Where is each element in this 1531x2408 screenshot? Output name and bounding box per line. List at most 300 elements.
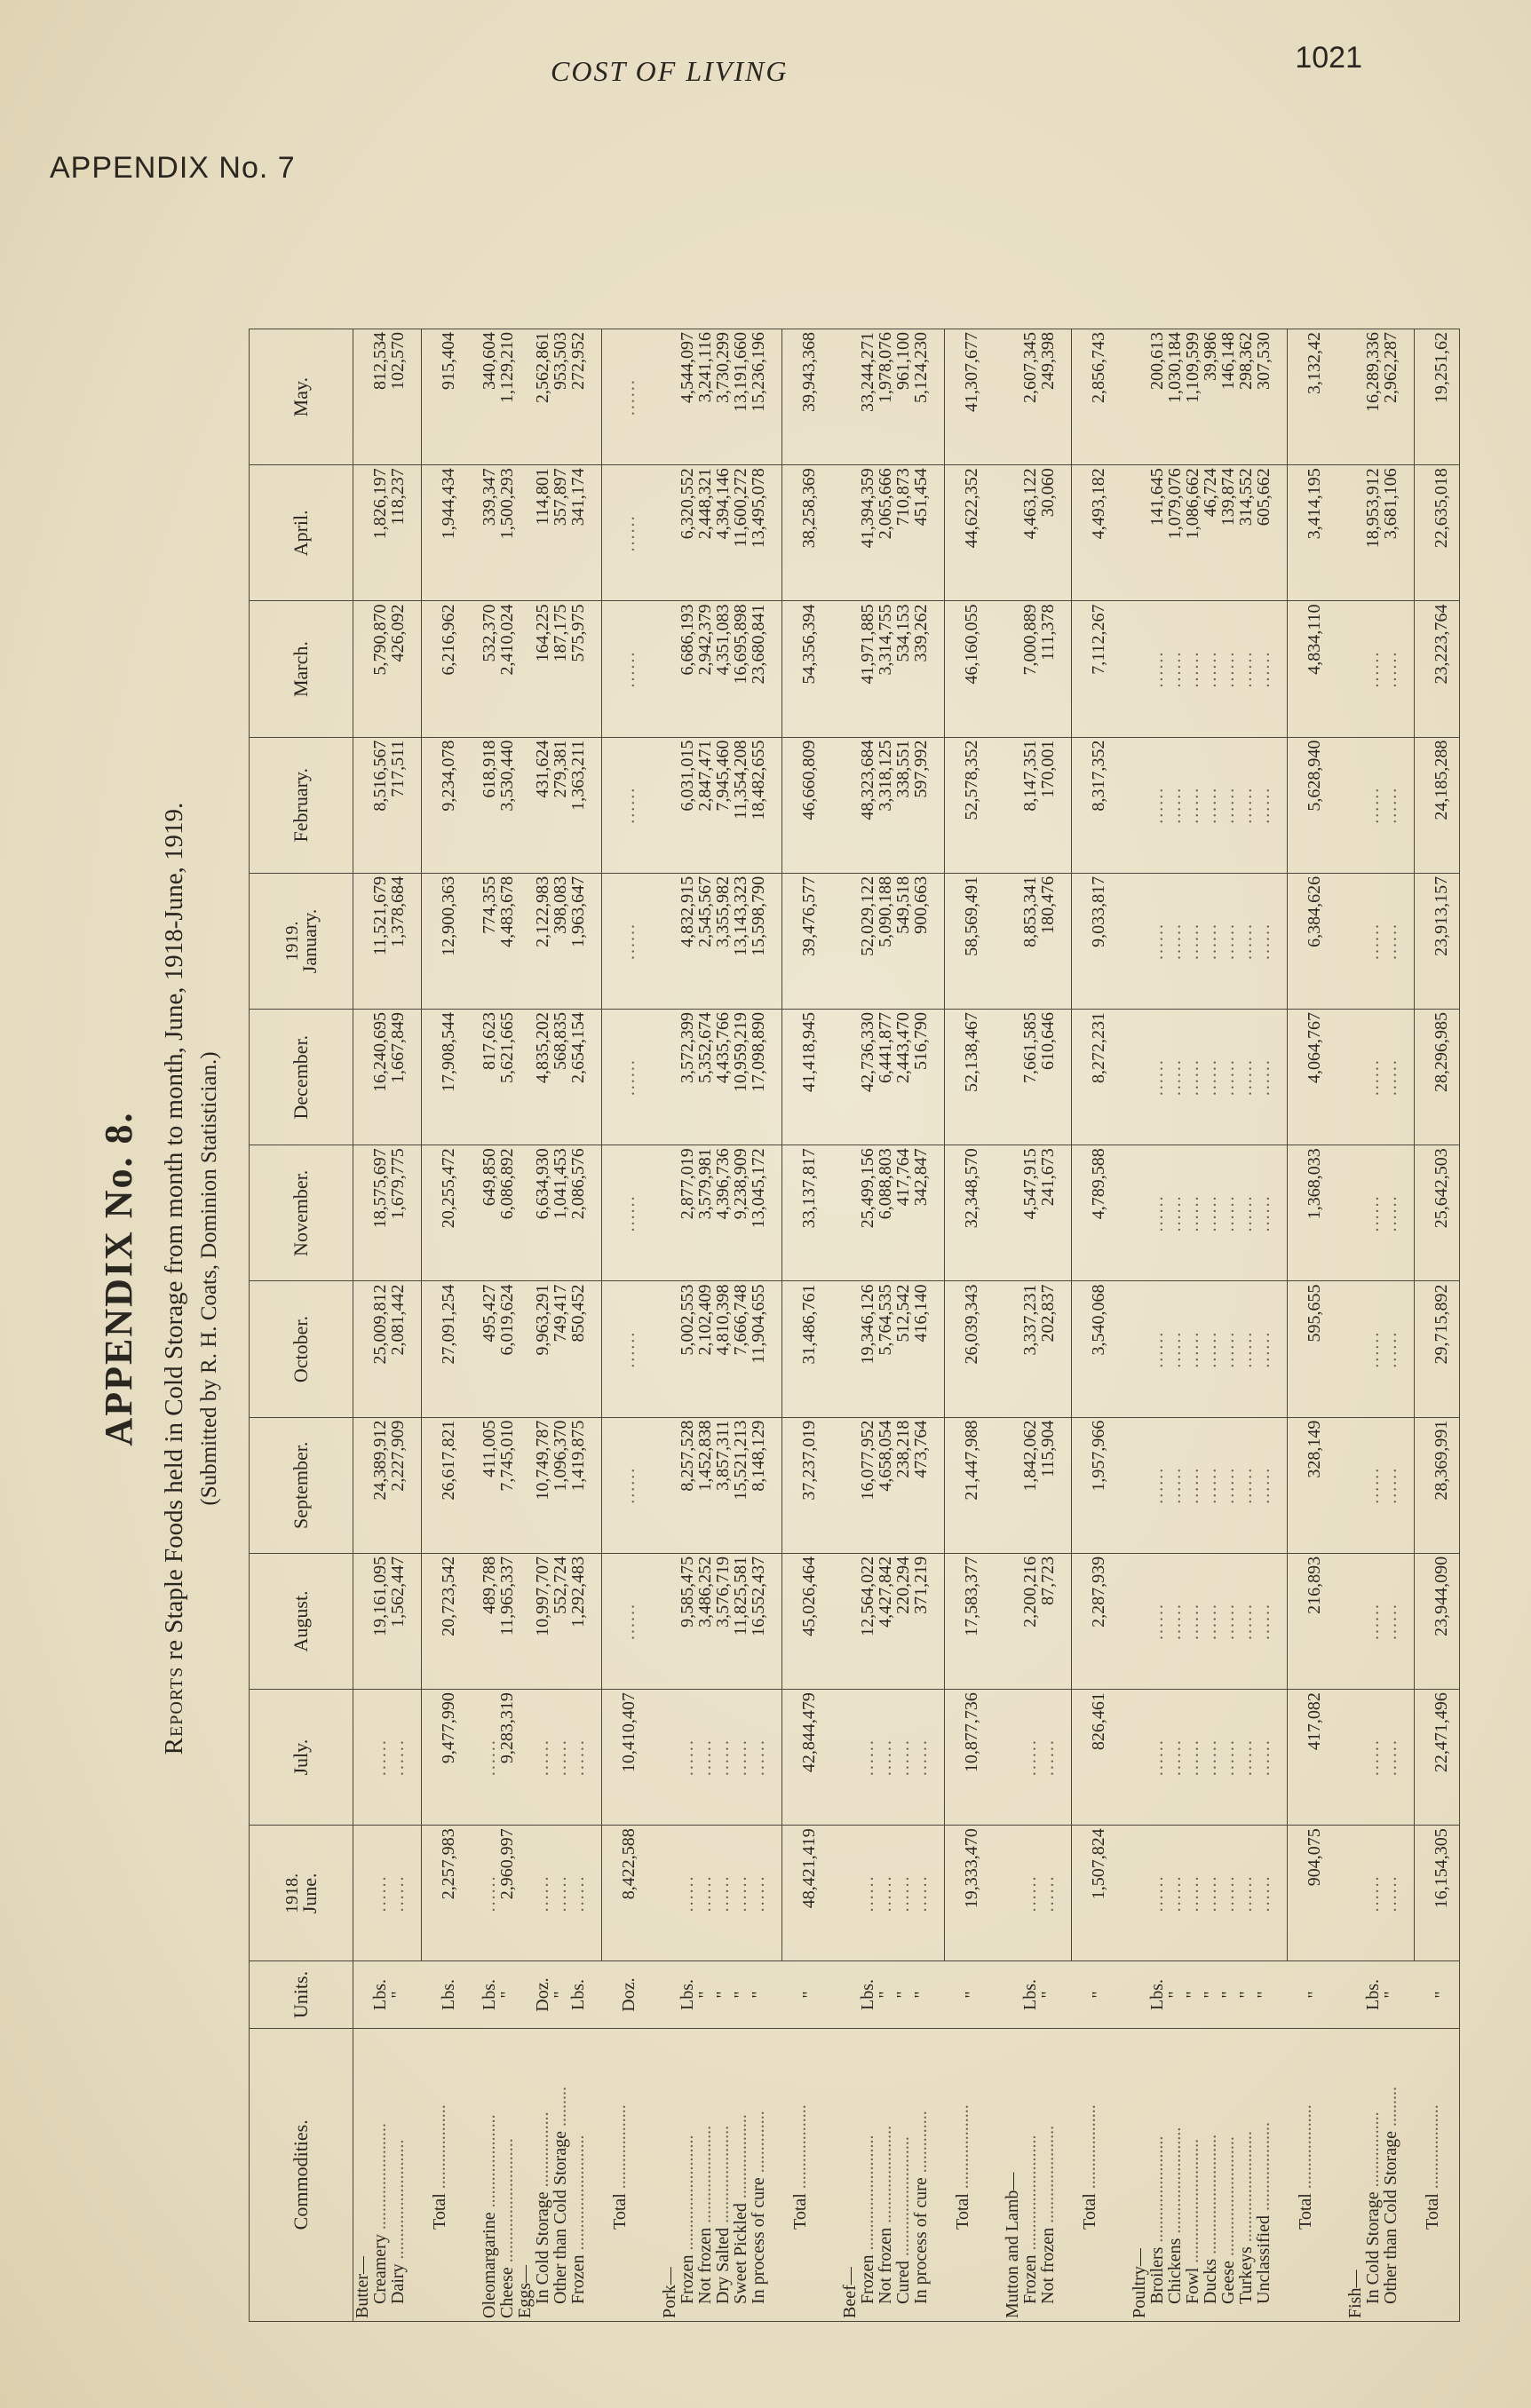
- leader-dots: ...........................: [1201, 2134, 1220, 2259]
- value-cell: 146,148: [1219, 329, 1237, 465]
- spacer-cell: [647, 2028, 661, 2321]
- spacer-cell: [587, 1010, 602, 1145]
- value-cell: 2,877,019: [678, 1145, 696, 1281]
- value-cell: [1346, 601, 1364, 737]
- commodity-label: Beef—: [840, 2267, 860, 2318]
- value-cell: 4,394,146: [714, 465, 732, 601]
- value-cell: 58,569,491: [945, 873, 990, 1009]
- total-row: [945, 329, 990, 2322]
- commodity-label: Oleomargarine: [480, 2212, 499, 2318]
- unit-cell: Lbs.: [859, 1961, 877, 2028]
- commodity-cell: [714, 2028, 732, 2321]
- spacer-cell: [647, 1417, 661, 1553]
- value-cell: 44,622,352: [945, 465, 990, 601]
- value-cell: 953,503: [551, 329, 569, 465]
- leader-dots: ............................: [497, 2138, 517, 2268]
- value-cell: 411,005: [480, 1417, 498, 1553]
- page-number: 1021: [1295, 41, 1362, 75]
- table-subtitle: [160, 213, 189, 2344]
- spacer-cell: [767, 1281, 782, 1417]
- value-cell: [353, 737, 372, 873]
- value-cell: ......: [1148, 1826, 1166, 1961]
- value-cell: 1,292,483: [569, 1553, 587, 1689]
- value-cell: [1346, 737, 1364, 873]
- spacer-cell: [407, 329, 422, 465]
- spacer-cell: [827, 329, 841, 465]
- commodity-label: Fish—: [1345, 2269, 1365, 2318]
- value-cell: ......: [877, 1826, 894, 1961]
- value-cell: 1,963,647: [569, 873, 587, 1009]
- commodity-label: In process of cure: [911, 2177, 931, 2304]
- commodity-cell: [498, 2028, 516, 2321]
- table-row: [877, 329, 894, 2322]
- value-cell: ......: [1148, 601, 1166, 737]
- value-cell: 15,598,790: [750, 873, 767, 1009]
- value-cell: 339,262: [912, 601, 930, 737]
- value-cell: ......: [1364, 1417, 1382, 1553]
- spacer-cell: [989, 1961, 1003, 2028]
- value-cell: ......: [1255, 601, 1273, 737]
- value-cell: 357,897: [551, 465, 569, 601]
- value-cell: 339,347: [480, 465, 498, 601]
- spacer-cell: [930, 1690, 945, 1826]
- value-cell: 6,086,892: [498, 1145, 516, 1281]
- value-cell: 2,562,861: [534, 329, 551, 465]
- spacer-cell: [1273, 1145, 1288, 1281]
- spacer-cell: [989, 1417, 1003, 1553]
- value-cell: [1003, 1553, 1021, 1689]
- spacer-cell: [466, 465, 480, 601]
- value-cell: 340,604: [480, 329, 498, 465]
- value-cell: ......: [371, 1826, 389, 1961]
- table-row: [1364, 329, 1382, 2322]
- value-cell: [353, 465, 372, 601]
- value-cell: 817,623: [480, 1010, 498, 1145]
- value-cell: 2,081,442: [389, 1281, 407, 1417]
- leader-dots: ...................: [952, 2104, 972, 2194]
- unit-cell: ": [389, 1961, 407, 2028]
- unit-cell: ": [732, 1961, 750, 2028]
- spacer-cell: [1057, 1553, 1072, 1689]
- spacer-cell: [989, 1690, 1003, 1826]
- value-cell: 279,381: [551, 737, 569, 873]
- value-cell: 568,835: [551, 1010, 569, 1145]
- value-cell: 1,944,434: [422, 465, 467, 601]
- value-cell: ......: [1184, 873, 1202, 1009]
- spacer-cell: [1273, 1010, 1288, 1145]
- spacer-cell: [767, 1010, 782, 1145]
- value-cell: 17,098,890: [750, 1010, 767, 1145]
- commodity-cell: [422, 2028, 467, 2321]
- spacer-row: [930, 329, 945, 2322]
- value-cell: [353, 1826, 372, 1961]
- value-cell: [1003, 1010, 1021, 1145]
- commodity-label: Chickens: [1165, 2238, 1185, 2304]
- value-cell: ......: [1255, 1281, 1273, 1417]
- value-cell: 6,088,803: [877, 1145, 894, 1281]
- commodity-label: Mutton and Lamb—: [1003, 2172, 1022, 2318]
- value-cell: 23,913,157: [1415, 873, 1460, 1009]
- value-cell: 1,079,076: [1166, 465, 1184, 601]
- commodity-label: Poultry—: [1130, 2248, 1149, 2318]
- leader-dots: ....................: [1254, 2122, 1273, 2216]
- spacer-cell: [1057, 329, 1072, 465]
- table-row: [498, 329, 516, 2322]
- table-row: [480, 329, 498, 2322]
- month-name: November.: [290, 1169, 312, 1256]
- value-cell: 2,200,216: [1021, 1553, 1039, 1689]
- value-cell: 11,521,679: [371, 873, 389, 1009]
- value-cell: 1,826,197: [371, 465, 389, 601]
- commodity-label: Unclassified: [1254, 2215, 1273, 2304]
- spacer-cell: [827, 1417, 841, 1553]
- value-cell: 961,100: [894, 329, 912, 465]
- value-cell: 4,351,083: [714, 601, 732, 737]
- total-row: [1072, 329, 1117, 2322]
- value-cell: 2,942,379: [696, 601, 714, 737]
- leader-dots: ..........................: [858, 2135, 877, 2255]
- spacer-cell: [1273, 2028, 1288, 2321]
- month-name: February.: [290, 768, 312, 843]
- spacer-cell: [466, 1010, 480, 1145]
- spacer-cell: [1332, 329, 1346, 465]
- value-cell: 42,736,330: [859, 1010, 877, 1145]
- leader-dots: ...................: [1422, 2104, 1442, 2194]
- spacer-row: [466, 329, 480, 2322]
- commodity-cell: [912, 2028, 930, 2321]
- spacer-cell: [1057, 1281, 1072, 1417]
- value-cell: ......: [750, 1690, 767, 1826]
- value-cell: 170,001: [1039, 737, 1057, 873]
- value-cell: 5,621,665: [498, 1010, 516, 1145]
- spacer-cell: [587, 465, 602, 601]
- value-cell: 13,045,172: [750, 1145, 767, 1281]
- value-cell: [516, 737, 534, 873]
- unit-cell: ": [1219, 1961, 1237, 2028]
- value-cell: ......: [1364, 1010, 1382, 1145]
- value-cell: ......: [1382, 1690, 1400, 1826]
- spacer-cell: [647, 1690, 661, 1826]
- table-row: [1003, 329, 1021, 2322]
- spacer-cell: [647, 873, 661, 1009]
- month-name: July.: [290, 1739, 312, 1776]
- value-cell: ......: [1166, 1690, 1184, 1826]
- value-cell: 164,225: [534, 601, 551, 737]
- value-cell: [661, 329, 678, 465]
- spacer-cell: [1116, 1010, 1130, 1145]
- value-cell: 17,583,377: [945, 1553, 990, 1689]
- spacer-cell: [1057, 873, 1072, 1009]
- value-cell: [1003, 329, 1021, 465]
- commodity-label: Fowl: [1183, 2267, 1202, 2304]
- value-cell: 42,844,479: [782, 1690, 828, 1826]
- value-cell: 9,477,990: [422, 1690, 467, 1826]
- spacer-cell: [587, 1690, 602, 1826]
- value-cell: 495,427: [480, 1281, 498, 1417]
- cold-storage-table: [249, 329, 1460, 2322]
- value-cell: 216,893: [1288, 1553, 1333, 1689]
- spacer-cell: [407, 1961, 422, 2028]
- value-cell: 8,272,231: [1072, 1010, 1117, 1145]
- leader-dots: ......................: [876, 2125, 895, 2228]
- value-cell: 850,452: [569, 1281, 587, 1417]
- value-cell: [353, 873, 372, 1009]
- value-cell: 7,666,748: [732, 1281, 750, 1417]
- commodity-cell: [602, 2028, 647, 2321]
- spacer-cell: [930, 873, 945, 1009]
- value-cell: 10,749,787: [534, 1417, 551, 1553]
- value-cell: ......: [569, 1826, 587, 1961]
- value-cell: 15,521,213: [732, 1417, 750, 1553]
- value-cell: [841, 1281, 859, 1417]
- spacer-cell: [1332, 1145, 1346, 1281]
- total-row: [782, 329, 828, 2322]
- value-cell: [516, 1553, 534, 1689]
- value-cell: 30,060: [1039, 465, 1057, 601]
- commodity-cell: [1382, 2028, 1400, 2321]
- spacer-cell: [1273, 1281, 1288, 1417]
- value-cell: 812,534: [371, 329, 389, 465]
- spacer-cell: [1057, 1417, 1072, 1553]
- value-cell: 10,410,407: [602, 1690, 647, 1826]
- value-cell: ......: [1364, 737, 1382, 873]
- table-row: [859, 329, 877, 2322]
- commodity-label: Frozen: [568, 2254, 588, 2304]
- spacer-cell: [930, 737, 945, 873]
- leader-dots: ...................: [789, 2104, 810, 2194]
- value-cell: 534,153: [894, 601, 912, 737]
- value-cell: ......: [1219, 1417, 1237, 1553]
- value-cell: 3,132,42: [1288, 329, 1333, 465]
- value-cell: 25,642,503: [1415, 1145, 1460, 1281]
- value-cell: ......: [1148, 1553, 1166, 1689]
- value-cell: ......: [1184, 1690, 1202, 1826]
- value-cell: ......: [1237, 601, 1255, 737]
- value-cell: [516, 873, 534, 1009]
- value-cell: ......: [912, 1826, 930, 1961]
- table-row: [371, 329, 389, 2322]
- value-cell: [1130, 1281, 1148, 1417]
- value-cell: 1,363,211: [569, 737, 587, 873]
- commodity-label: Not frozen: [1038, 2227, 1058, 2304]
- value-cell: ......: [1237, 873, 1255, 1009]
- spacer-cell: [466, 1826, 480, 1961]
- commodity-cell: [1021, 2028, 1039, 2321]
- spacer-cell: [1332, 1417, 1346, 1553]
- value-cell: [353, 1417, 372, 1553]
- commodity-cell: [534, 2028, 551, 2321]
- commodity-cell: [389, 2028, 407, 2321]
- value-cell: 24,389,912: [371, 1417, 389, 1553]
- value-cell: 8,516,567: [371, 737, 389, 873]
- value-cell: ......: [732, 1690, 750, 1826]
- commodity-cell: [1148, 2028, 1166, 2321]
- spacer-cell: [1116, 329, 1130, 465]
- leader-dots: ..............: [749, 2111, 768, 2178]
- commodity-label: Total: [789, 2193, 810, 2230]
- spacer-cell: [587, 1145, 602, 1281]
- value-cell: ......: [1166, 1145, 1184, 1281]
- value-cell: 22,635,018: [1415, 465, 1460, 601]
- value-cell: ......: [1202, 873, 1219, 1009]
- value-cell: ......: [602, 601, 647, 737]
- unit-cell: ": [1072, 1961, 1117, 2028]
- value-cell: 118,237: [389, 465, 407, 601]
- spacer-cell: [1116, 601, 1130, 737]
- value-cell: 272,952: [569, 329, 587, 465]
- rotated-content: [89, 213, 1451, 2344]
- month-header: [250, 329, 353, 465]
- value-cell: [841, 329, 859, 465]
- value-cell: [1346, 873, 1364, 1009]
- value-cell: ......: [480, 1826, 498, 1961]
- value-cell: 20,255,472: [422, 1145, 467, 1281]
- value-cell: [661, 1281, 678, 1417]
- value-cell: ......: [1166, 1826, 1184, 1961]
- table-row: [551, 329, 569, 2322]
- value-cell: 19,161,095: [371, 1553, 389, 1689]
- value-cell: [1130, 1417, 1148, 1553]
- value-cell: ......: [1255, 1826, 1273, 1961]
- value-cell: 417,764: [894, 1145, 912, 1281]
- spacer-cell: [1400, 329, 1415, 465]
- spacer-cell: [827, 1010, 841, 1145]
- spacer-cell: [1273, 1553, 1288, 1689]
- value-cell: ......: [602, 1010, 647, 1145]
- value-cell: ......: [480, 1690, 498, 1826]
- value-cell: ......: [1237, 1826, 1255, 1961]
- commodity-label: Cured: [893, 2261, 913, 2304]
- value-cell: [661, 1690, 678, 1826]
- value-cell: 17,908,544: [422, 1010, 467, 1145]
- month-header: [250, 1553, 353, 1689]
- subtitle-prefix: Reports: [160, 1666, 188, 1755]
- value-cell: 4,835,202: [534, 1010, 551, 1145]
- total-row: [1415, 329, 1460, 2322]
- value-cell: 8,422,588: [602, 1826, 647, 1961]
- value-cell: 6,634,930: [534, 1145, 551, 1281]
- value-cell: [516, 329, 534, 465]
- value-cell: ......: [371, 1690, 389, 1826]
- spacer-row: [1116, 329, 1130, 2322]
- value-cell: 6,441,877: [877, 1010, 894, 1145]
- value-cell: [353, 601, 372, 737]
- commodity-cell: [1072, 2028, 1117, 2321]
- value-cell: ......: [602, 1553, 647, 1689]
- table-row: [1382, 329, 1400, 2322]
- spacer-cell: [647, 1961, 661, 2028]
- value-cell: 2,122,983: [534, 873, 551, 1009]
- value-cell: 7,000,889: [1021, 601, 1039, 737]
- value-cell: 6,019,624: [498, 1281, 516, 1417]
- spacer-row: [407, 329, 422, 2322]
- table-row: [661, 329, 678, 2322]
- spacer-cell: [767, 1826, 782, 1961]
- value-cell: ......: [1184, 1010, 1202, 1145]
- value-cell: ......: [1237, 1553, 1255, 1689]
- spacer-cell: [647, 1281, 661, 1417]
- value-cell: 398,083: [551, 873, 569, 1009]
- month-header: [250, 1826, 353, 1961]
- spacer-cell: [827, 601, 841, 737]
- value-cell: [1130, 1010, 1148, 1145]
- spacer-cell: [466, 737, 480, 873]
- value-cell: 1,562,447: [389, 1553, 407, 1689]
- value-cell: [516, 1826, 534, 1961]
- value-cell: [841, 1690, 859, 1826]
- commodity-label: Pork—: [660, 2267, 679, 2318]
- spacer-cell: [930, 1553, 945, 1689]
- commodities-header: Commodities.: [250, 2028, 353, 2321]
- value-cell: ......: [1148, 1010, 1166, 1145]
- spacer-cell: [587, 1961, 602, 2028]
- value-cell: ......: [1148, 873, 1166, 1009]
- commodity-cell: [1130, 2028, 1148, 2321]
- value-cell: 6,031,015: [678, 737, 696, 873]
- value-cell: 2,545,567: [696, 873, 714, 1009]
- value-cell: ......: [1382, 1281, 1400, 1417]
- value-cell: 2,654,154: [569, 1010, 587, 1145]
- value-cell: 111,378: [1039, 601, 1057, 737]
- value-cell: 597,992: [912, 737, 930, 873]
- value-cell: 3,540,068: [1072, 1281, 1117, 1417]
- spacer-cell: [827, 737, 841, 873]
- value-cell: [1130, 601, 1148, 737]
- spacer-cell: [1057, 1826, 1072, 1961]
- spacer-cell: [1332, 601, 1346, 737]
- value-cell: 102,570: [389, 329, 407, 465]
- value-cell: [1130, 1690, 1148, 1826]
- spacer-cell: [1116, 1417, 1130, 1553]
- value-cell: ......: [714, 1826, 732, 1961]
- spacer-cell: [827, 1961, 841, 2028]
- value-cell: 11,354,208: [732, 737, 750, 873]
- unit-cell: ": [782, 1961, 828, 2028]
- spacer-cell: [407, 601, 422, 737]
- spacer-cell: [1400, 1826, 1415, 1961]
- spacer-cell: [1057, 1010, 1072, 1145]
- table-row: [1255, 329, 1273, 2322]
- value-cell: ......: [1202, 1281, 1219, 1417]
- commodity-cell: [1219, 2028, 1237, 2321]
- spacer-cell: [1273, 737, 1288, 873]
- value-cell: 52,029,122: [859, 873, 877, 1009]
- value-cell: 87,723: [1039, 1553, 1057, 1689]
- value-cell: 4,544,097: [678, 329, 696, 465]
- commodity-cell: [678, 2028, 696, 2321]
- unit-cell: ": [945, 1961, 990, 2028]
- value-cell: 605,662: [1255, 465, 1273, 601]
- leader-dots: .........................: [1236, 2131, 1256, 2247]
- spacer-cell: [930, 1010, 945, 1145]
- value-cell: ......: [1021, 1690, 1039, 1826]
- value-cell: 341,174: [569, 465, 587, 601]
- spacer-cell: [1332, 1826, 1346, 1961]
- value-cell: [661, 737, 678, 873]
- spacer-cell: [930, 329, 945, 465]
- value-cell: [516, 1145, 534, 1281]
- spacer-cell: [466, 601, 480, 737]
- value-cell: [841, 873, 859, 1009]
- value-cell: 7,661,585: [1021, 1010, 1039, 1145]
- value-cell: 1,978,076: [877, 329, 894, 465]
- value-cell: ......: [1184, 1553, 1202, 1689]
- spacer-cell: [989, 1145, 1003, 1281]
- value-cell: 19,251,62: [1415, 329, 1460, 465]
- spacer-cell: [767, 1961, 782, 2028]
- commodity-cell: [1364, 2028, 1382, 2321]
- spacer-cell: [407, 1010, 422, 1145]
